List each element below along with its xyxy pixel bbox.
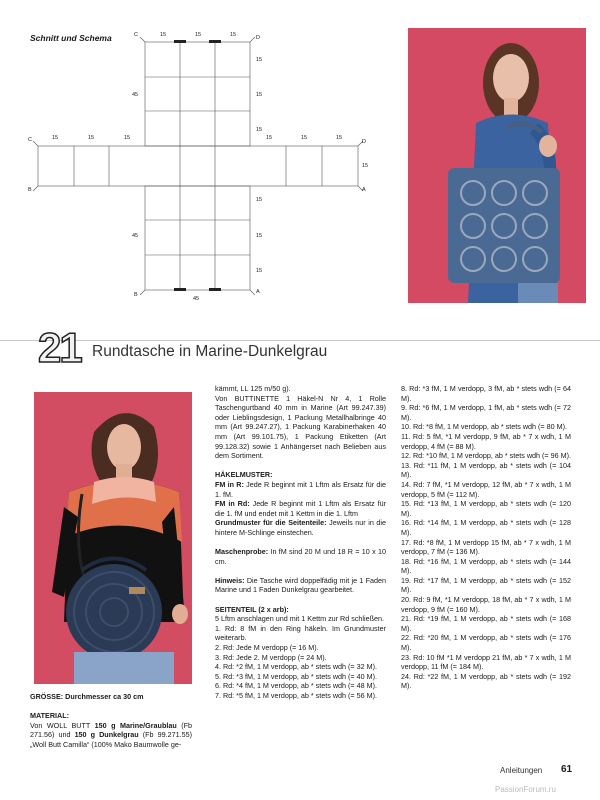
dim-label: 45	[132, 233, 139, 239]
dim-label: 45	[132, 92, 139, 98]
corner-letter: D	[256, 35, 260, 41]
fm-rd-entry: FM in Rd: Jede R beginnt mit 1 Lftm als Ersatz für die 1. fM und endet mit 1 Kettm in die 1. Lftm	[215, 499, 387, 518]
schema-title: Schnitt und Schema	[30, 33, 112, 43]
watermark: PassionForum.ru	[495, 785, 556, 794]
dim-label: 15	[52, 135, 59, 141]
round-instruction: 5. Rd: *3 fM, 1 M verdopp, ab * stets wdh (= 40 M).	[215, 671, 377, 681]
dim-label: 15	[301, 135, 308, 141]
corner-letter: B	[134, 292, 138, 298]
dim-label: 15	[88, 135, 95, 141]
dim-label: 15	[256, 57, 263, 63]
haekel-heading: HÄKELMUSTER:	[215, 470, 273, 480]
pattern-number: 21	[38, 324, 81, 371]
corner-letter: C	[134, 32, 138, 38]
maschenprobe-entry: Maschenprobe: In fM sind 20 M und 18 R = 10 x 10 cm.	[215, 547, 387, 566]
footer-section-label: Anleitungen	[500, 766, 543, 775]
round-instruction: 12. Rd: *10 fM, 1 M verdopp, ab * stets wdh (= 96 M).	[401, 451, 571, 461]
dim-label: 15	[256, 92, 263, 98]
round-instruction: 15. Rd: *13 fM, 1 M verdopp, ab * stets wdh (= 120 M).	[401, 499, 571, 518]
dim-label: 15	[362, 163, 369, 169]
dim-label: 15	[266, 135, 273, 141]
dim-label: 15	[256, 268, 263, 274]
dim-label: 15	[124, 135, 131, 141]
round-instruction: 7. Rd: *5 fM, 1 M verdopp, ab * stets wdh (= 56 M).	[215, 691, 377, 700]
text-column-2	[215, 384, 386, 701]
round-instruction: 21. Rd: *19 fM, 1 M verdopp, ab * stets wdh (= 168 M).	[401, 614, 571, 633]
section-divider	[0, 340, 600, 341]
round-instruction: 3. Rd: Jede 2. M verdopp (= 24 M).	[215, 652, 327, 662]
round-instruction: 24. Rd: *22 fM, 1 M verdopp, ab * stets wdh (= 192 M).	[401, 671, 571, 691]
round-instruction: 13. Rd: *11 fM, 1 M verdopp, ab * stets wdh (= 104 M).	[401, 460, 571, 480]
bag-schematic-diagram	[0, 0, 400, 310]
pattern-title: Rundtasche in Marine-Dunkelgrau	[92, 343, 328, 360]
round-instruction: 22. Rd: *20 fM, 1 M verdopp, ab * stets wdh (= 176 M).	[401, 633, 571, 653]
text-column-1	[30, 692, 192, 750]
dim-label: 15	[195, 32, 202, 38]
size-label: GRÖSSE: Durchmesser ca 30 cm	[30, 692, 144, 701]
round-instruction: 20. Rd: 9 fM, *1 M verdopp, 18 fM, ab * 7 x wdh, 1 M verdopp, 9 fM (= 160 M).	[401, 595, 571, 614]
corner-letter: D	[362, 139, 366, 145]
dim-label: 15	[256, 127, 263, 133]
corner-letter: A	[256, 289, 260, 295]
photo-tote-bag	[408, 28, 586, 303]
dim-label: 15	[256, 197, 263, 203]
corner-letter: C	[28, 137, 32, 143]
grundmuster-entry: Grundmuster für die Seitenteile: Jeweils nur in die hintere M-Schlinge einstechen.	[215, 518, 386, 537]
round-instruction: 11. Rd: 5 fM, *1 M verdopp, 9 fM, ab * 7 x wdh, 1 M verdopp, 4 fM (= 88 M).	[401, 431, 571, 451]
text-column-3	[401, 384, 571, 691]
dim-label: 15	[230, 32, 237, 38]
material-accessories: Von BUTTINETTE 1 Häkel-N Nr 4, 1 Rolle Taschengurtband 40 mm in Marine (Art 99.247.39) oder Lieblingsdesign, 1 Packung Metallhalbringe 40 mm (Art 99.247.27), 1 Packung Karabinerhaken 40 mm (Art 99.101.75), 1 Packung Etiketten (Art 99.128.32) sowie 1 Anhängerset nach Belieben aus dem Sortiment.	[215, 393, 386, 461]
material-text: Von WOLL BUTT 150 g Marine/Graublau (Fb 271.56) und 150 g Dunkelgrau (Fb 99.271.55) „Woll Butt Camilla“ (100% Mako Baumwolle ge-	[30, 720, 193, 749]
page-number: 61	[561, 764, 573, 775]
round-instruction: 4. Rd: *2 fM, 1 M verdopp, ab * stets wdh (= 32 M).	[215, 662, 377, 672]
corner-letter: B	[28, 187, 32, 193]
round-instruction: 18. Rd: *16 fM, 1 M verdopp, ab * stets wdh (= 144 M).	[401, 556, 571, 576]
round-instruction: 16. Rd: *14 fM, 1 M verdopp, ab * stets wdh (= 128 M).	[401, 518, 571, 537]
round-instruction: 6. Rd: *4 fM, 1 M verdopp, ab * stets wdh (= 48 M).	[215, 681, 377, 691]
dim-label: 15	[336, 135, 343, 141]
round-instruction: 8. Rd: *3 fM, 1 M verdopp, 3 fM, ab * stets wdh (= 64 M).	[401, 384, 571, 403]
seitenteil-heading: SEITENTEIL (2 x arb):	[215, 604, 289, 614]
material-heading: MATERIAL:	[30, 711, 69, 721]
dim-label: 45	[193, 296, 200, 302]
round-instruction: 1. Rd: 8 fM in den Ring häkeln. Im Grundmuster weiterarb.	[215, 623, 386, 643]
round-instruction: 14. Rd: 7 fM, *1 M verdopp, 12 fM, ab * 7 x wdh, 1 M verdopp, 5 fM (= 112 M).	[401, 479, 571, 499]
photo-round-bag	[34, 392, 192, 684]
round-instruction: 9. Rd: *6 fM, 1 M verdopp, 1 fM, ab * stets wdh (= 72 M).	[401, 403, 571, 422]
round-instruction: 17. Rd: *8 fM, 1 M verdopp 15 fM, ab * 7 x wdh, 1 M verdopp, 7 fM (= 136 M).	[401, 537, 571, 557]
hinweis-entry: Hinweis: Die Tasche wird doppelfädig mit je 1 Faden Marine und 1 Faden Dunkelgrau gearbeitet.	[215, 575, 386, 595]
material-yarn-info: kämmt, LL 125 m/50 g).	[215, 384, 291, 393]
round-instruction: 19. Rd: *17 fM, 1 M verdopp, ab * stets wdh (= 152 M).	[401, 575, 571, 595]
round-instruction: 23. Rd: 10 fM *1 M verdopp 21 fM, ab * 7 x wdh, 1 M verdopp, 11 fM (= 184 M).	[401, 652, 571, 672]
round-instruction: 10. Rd: *8 fM, 1 M verdopp, ab * stets wdh (= 80 M).	[401, 422, 567, 432]
dim-label: 15	[160, 32, 167, 38]
seitenteil-intro: 5 Lftm anschlagen und mit 1 Kettm zur Rd schließen.	[215, 614, 384, 624]
dim-label: 15	[256, 233, 263, 239]
round-instruction: 2. Rd: Jede M verdopp (= 16 M).	[215, 643, 319, 653]
fm-r-entry: FM in R: Jede R beginnt mit 1 Lftm als Ersatz für die 1. fM.	[215, 479, 386, 499]
corner-letter: A	[362, 187, 366, 193]
